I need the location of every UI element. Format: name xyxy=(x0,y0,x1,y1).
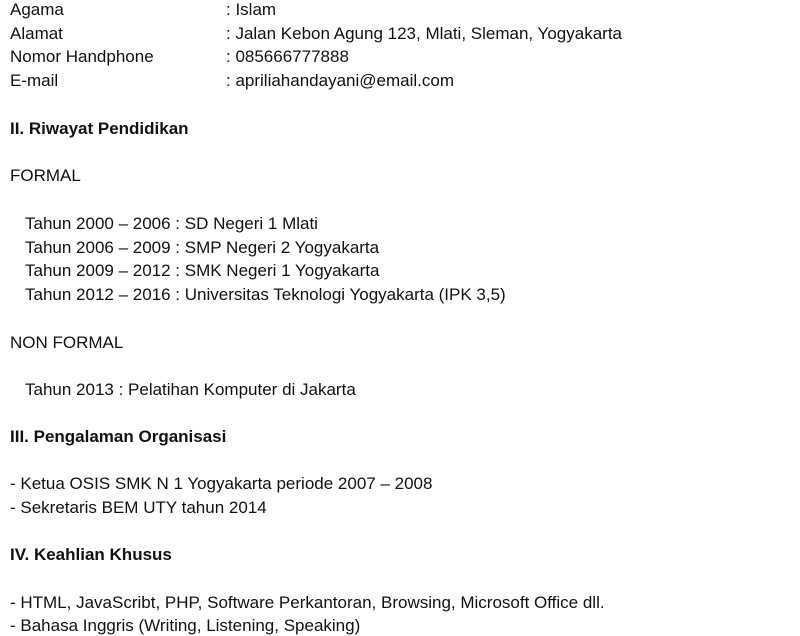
list-item: Tahun 2009 – 2012 : SMK Negeri 1 Yogyakarta xyxy=(25,261,380,280)
list-item: - Ketua OSIS SMK N 1 Yogyakarta periode 2007 – 2008 xyxy=(10,474,433,493)
subheading-formal: FORMAL xyxy=(10,166,81,185)
value-alamat: : Jalan Kebon Agung 123, Mlati, Sleman, Yogyakarta xyxy=(226,24,622,43)
list-item: - HTML, JavaScribt, PHP, Software Perkantoran, Browsing, Microsoft Office dll. xyxy=(10,593,605,612)
list-item: - Sekretaris BEM UTY tahun 2014 xyxy=(10,498,267,517)
value-nomor-handphone: : 085666777888 xyxy=(226,47,349,66)
list-item: Tahun 2013 : Pelatihan Komputer di Jakarta xyxy=(25,380,356,399)
value-email: : apriliahandayani@email.com xyxy=(226,71,454,90)
list-item: Tahun 2000 – 2006 : SD Negeri 1 Mlati xyxy=(25,214,318,233)
label-agama: Agama xyxy=(10,0,64,19)
list-item: Tahun 2012 – 2016 : Universitas Teknologi Yogyakarta (IPK 3,5) xyxy=(25,285,506,304)
subheading-nonformal: NON FORMAL xyxy=(10,333,124,352)
section-heading-keahlian: IV. Keahlian Khusus xyxy=(10,545,172,564)
label-alamat: Alamat xyxy=(10,24,63,43)
list-item: - Bahasa Inggris (Writing, Listening, Speaking) xyxy=(10,616,361,635)
list-item: Tahun 2006 – 2009 : SMP Negeri 2 Yogyakarta xyxy=(25,238,380,257)
label-email: E-mail xyxy=(10,71,59,90)
section-heading-organisasi: III. Pengalaman Organisasi xyxy=(10,427,227,446)
value-agama: : Islam xyxy=(226,0,277,19)
label-nomor-handphone: Nomor Handphone xyxy=(10,47,154,66)
section-heading-pendidikan: II. Riwayat Pendidikan xyxy=(10,119,189,138)
